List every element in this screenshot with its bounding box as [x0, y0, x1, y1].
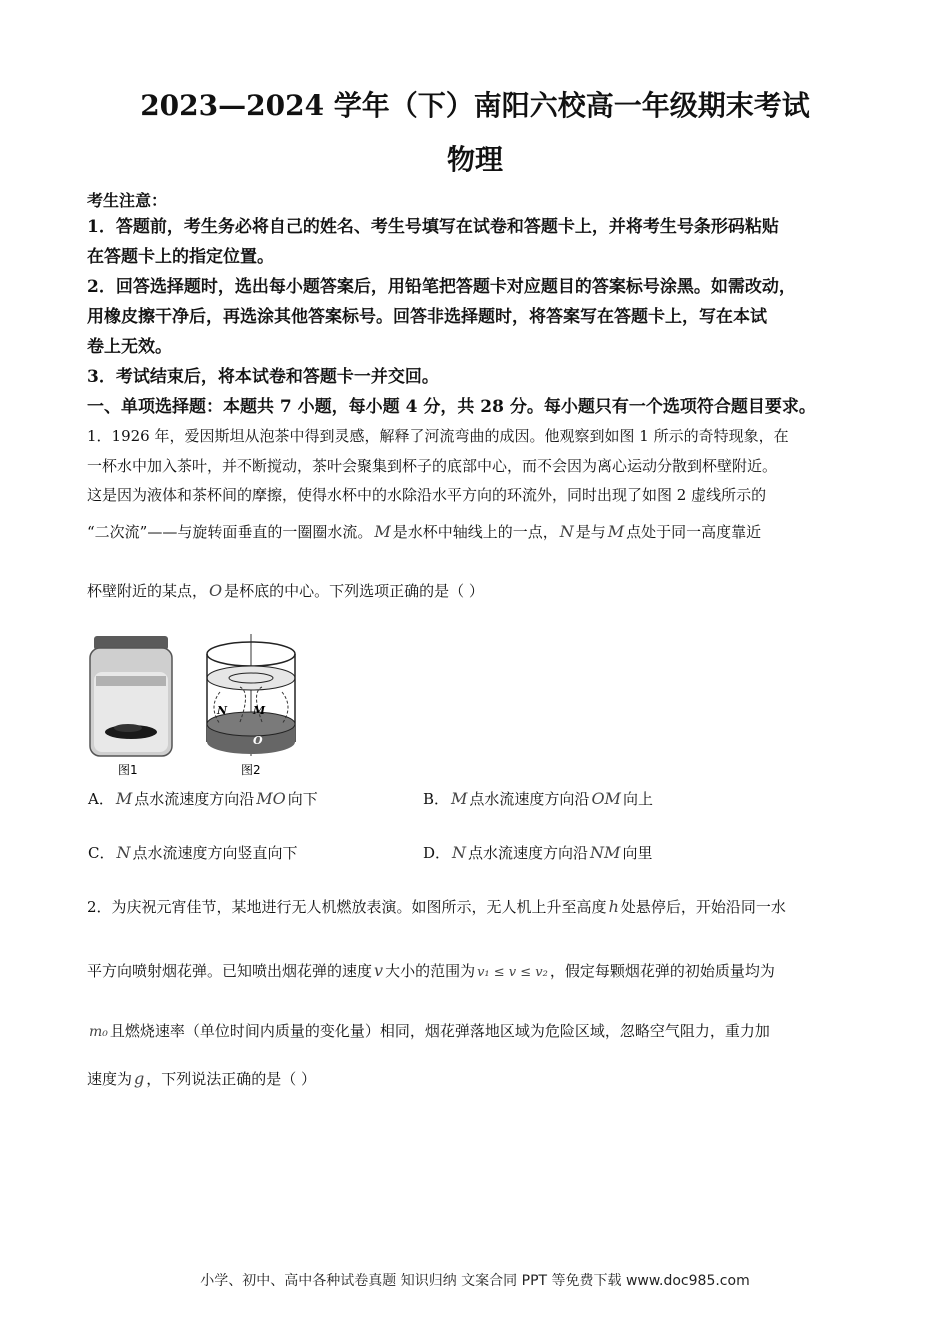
option-label: B．: [423, 790, 450, 808]
vector-nm: NM: [590, 843, 621, 862]
q2-text: ，下列说法正确的是（ ）: [146, 1070, 317, 1088]
var-n: N: [559, 522, 574, 541]
var-g: g: [134, 1069, 145, 1088]
section-heading: 一、单项选择题：本题共 7 小题，每小题 4 分，共 28 分。每小题只有一个选项符合题目要求。: [87, 397, 816, 417]
option-b[interactable]: [423, 788, 653, 809]
notice-line: 1．答题前，考生务必将自己的姓名、考生号填写在试卷和答题卡上，并将考生号条形码粘贴: [87, 217, 779, 237]
notice-line: 3．考试结束后，将本试卷和答题卡一并交回。: [87, 367, 439, 387]
var-n: N: [116, 843, 131, 862]
var-m0: m₀: [89, 1024, 108, 1040]
q1-text: 是杯底的中心。下列选项正确的是（ ）: [224, 582, 484, 600]
q1-line: 1．1926 年，爱因斯坦从泡茶中得到灵感，解释了河流弯曲的成因。他观察到如图 1 所示的奇特现象，在: [87, 427, 789, 445]
q2-line: [87, 1020, 877, 1043]
q2-text: 2．为庆祝元宵佳节，某地进行无人机燃放表演。如图所示，无人机上升至高度: [87, 898, 607, 916]
q1-text: “二次流”——与旋转面垂直的一圈圈水流。: [87, 523, 373, 541]
fig2-label-n: N: [217, 704, 228, 717]
q2-text: 大小的范围为: [385, 962, 476, 980]
notice-heading: 考生注意：: [87, 191, 168, 210]
var-n: N: [452, 843, 467, 862]
var-o: O: [209, 581, 223, 600]
option-text: 向里: [622, 844, 653, 862]
q1-text: 是与: [575, 523, 606, 541]
fig2-label-m: M: [253, 704, 266, 717]
q1-line: [87, 521, 877, 543]
option-a[interactable]: [88, 788, 318, 809]
option-label: C．: [88, 844, 115, 862]
figure-2-cup-diagram: [200, 632, 302, 778]
var-m: M: [374, 522, 391, 541]
q2-text: 且燃烧速率（单位时间内质量的变化量）相同，烟花弹落地区域为危险区域，忽略空气阻力，重力加: [109, 1022, 770, 1040]
subject-title: 物理: [446, 143, 503, 176]
option-label: A．: [88, 790, 114, 808]
option-text: 点水流速度方向沿: [469, 790, 590, 808]
var-m: M: [115, 789, 133, 808]
vector-mo: MO: [256, 789, 286, 808]
var-m: M: [451, 789, 468, 808]
figure-2-caption: 图2: [241, 763, 261, 777]
q1-line: 一杯水中加入茶叶，并不断搅动，茶叶会聚集到杯子的底部中心，而不会因为离心运动分散到杯壁附近。: [87, 457, 778, 475]
option-text: 点水流速度方向竖直向下: [132, 844, 298, 862]
q1-text: 点处于同一高度靠近: [626, 523, 762, 541]
figure-1-tea-jar: [88, 632, 174, 778]
fig2-label-o: O: [253, 734, 263, 747]
option-text: 向上: [622, 790, 653, 808]
option-label: D．: [423, 844, 451, 862]
option-d[interactable]: [423, 842, 652, 863]
var-m: M: [607, 522, 625, 541]
q2-text: ，假定每颗烟花弹的初始质量均为: [549, 962, 775, 980]
footer-banner: 小学、初中、高中各种试卷真题 知识归纳 文案合同 PPT 等免费下载 www.doc985.com: [200, 1273, 750, 1289]
q1-text: 杯壁附近的某点，: [87, 582, 208, 600]
notice-line: 卷上无效。: [87, 337, 172, 357]
option-text: 点水流速度方向沿: [134, 790, 255, 808]
var-v: v: [374, 961, 384, 980]
q2-line: [87, 896, 877, 918]
q2-text: 平方向喷射烟花弹。已知喷出烟花弹的速度: [87, 962, 373, 980]
page-title: 2023—2024 学年（下）南阳六校高一年级期末考试: [140, 89, 810, 122]
q1-line: [87, 580, 877, 602]
option-text: 点水流速度方向沿: [468, 844, 589, 862]
notice-line: 用橡皮擦干净后，再选涂其他答案标号。回答非选择题时，将答案写在答题卡上，写在本试: [87, 307, 767, 327]
q2-text: 处悬停后，开始沿同一水: [620, 898, 786, 916]
notice-line: 2．回答选择题时，选出每小题答案后，用铅笔把答题卡对应题目的答案标号涂黑。如需改动，: [87, 277, 796, 297]
notice-line: 在答题卡上的指定位置。: [87, 247, 274, 267]
var-h: h: [608, 897, 619, 916]
q2-line: [87, 960, 877, 984]
option-c[interactable]: [88, 842, 298, 863]
q1-text: 是水杯中轴线上的一点，: [392, 523, 558, 541]
velocity-range: v₁ ≤ v ≤ v₂: [477, 965, 548, 980]
option-text: 向下: [287, 790, 318, 808]
q2-text: 速度为: [87, 1070, 133, 1088]
q1-line: 这是因为液体和茶杯间的摩擦，使得水杯中的水除沿水平方向的环流外，同时出现了如图 2 虚线所示的: [87, 486, 767, 504]
q2-line: [87, 1068, 877, 1090]
figure-1-caption: 图1: [118, 763, 138, 777]
vector-om: OM: [591, 789, 621, 808]
